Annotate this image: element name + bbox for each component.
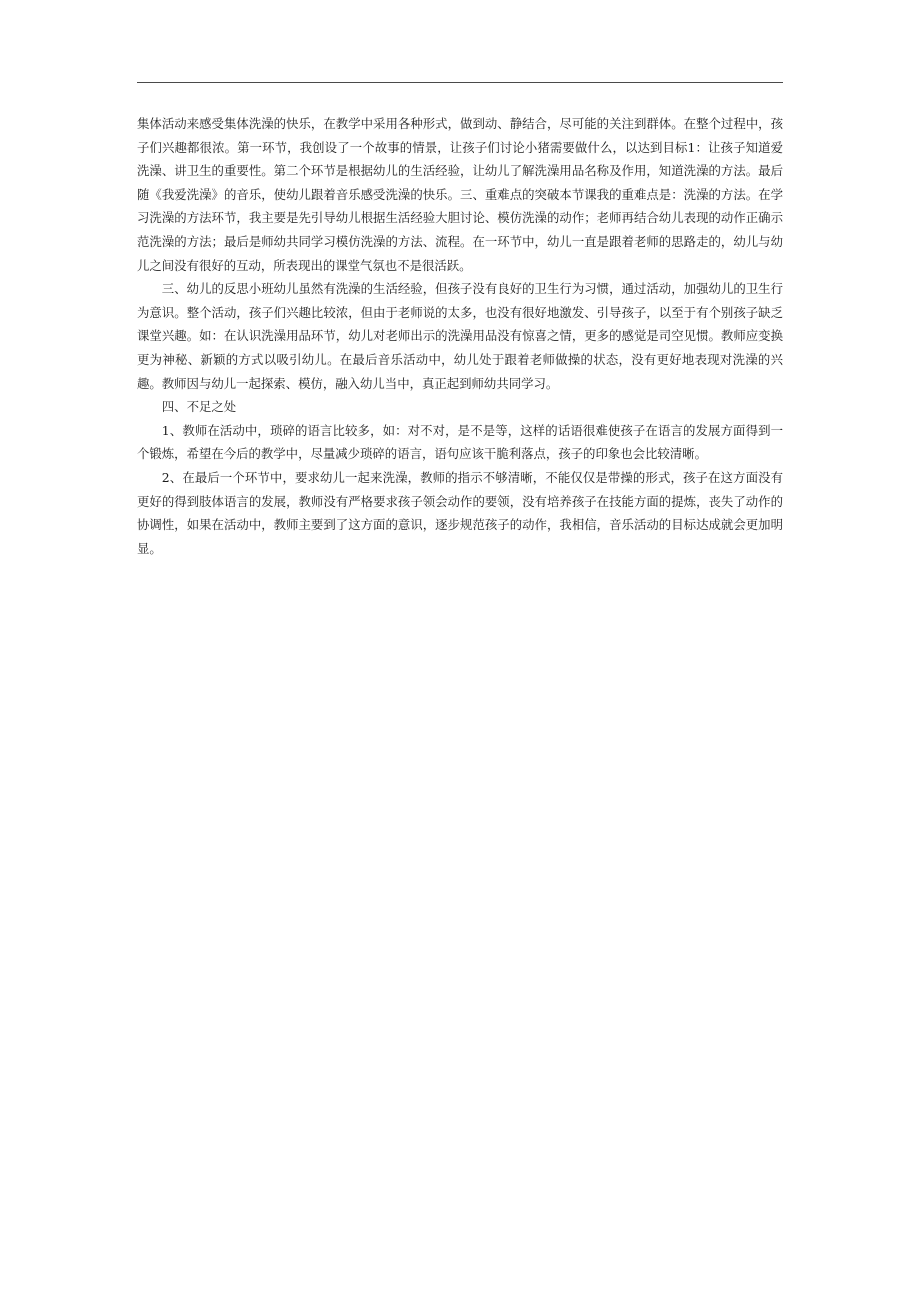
paragraph-shortcoming-1: 1、教师在活动中，琐碎的语言比较多，如：对不对，是不是等，这样的话语很难使孩子在语言的发展方面得到一个锻炼，希望在今后的教学中，尽量减少琐碎的语言，语句应该干脆利落点，孩子的印象也会比较清晰。 xyxy=(137,422,783,462)
paragraph-child-reflection: 三、幼儿的反思小班幼儿虽然有洗澡的生活经验，但孩子没有良好的卫生行为习惯，通过活动，加强幼儿的卫生行为意识。整个活动，孩子们兴趣比较浓，但由于老师说的太多，也没有很好地激发、引导孩子，以至于有个别孩子缺乏课堂兴趣。如：在认识洗澡用品环节，幼儿对老师出示的洗澡用品没有惊喜之情，更多的感觉是司空见惯。教师应变换更为神秘、新颖的方式以吸引幼儿。在最后音乐活动中，幼儿处于跟着老师做操的状态，没有更好地表现对洗澡的兴趣。教师因与幼儿一起探索、模仿，融入幼儿当中，真正起到师幼共同学习。 xyxy=(137,281,783,391)
document-body xyxy=(137,112,783,560)
section-heading-shortcomings: 四、不足之处 xyxy=(161,399,237,415)
paragraph-continuation: 集体活动来感受集体洗澡的快乐，在教学中采用各种形式，做到动、静结合，尽可能的关注到群体。在整个过程中，孩子们兴趣都很浓。第一环节，我创设了一个故事的情景，让孩子们讨论小猪需要做什么，以达到目标1：让孩子知道爱洗澡、讲卫生的重要性。第二个环节是根据幼儿的生活经验，让幼儿了解洗澡用品名称及作用，知道洗澡的方法。最后随《我爱洗澡》的音乐，使幼儿跟着音乐感受洗澡的快乐。三、重难点的突破本节课我的重难点是：洗澡的方法。在学习洗澡的方法环节，我主要是先引导幼儿根据生活经验大胆讨论、模仿洗澡的动作；老师再结合幼儿表现的动作正确示范洗澡的方法；最后是师幼共同学习模仿洗澡的方法、流程。在一环节中，幼儿一直是跟着老师的思路走的，幼儿与幼儿之间没有很好的互动，所表现出的课堂气氛也不是很活跃。 xyxy=(137,116,783,273)
paragraph-shortcoming-2: 2、在最后一个环节中，要求幼儿一起来洗澡，教师的指示不够清晰，不能仅仅是带操的形式，孩子在这方面没有更好的得到肢体语言的发展，教师没有严格要求孩子领会动作的要领，没有培养孩子在技能方面的提炼，丧失了动作的协调性，如果在活动中，教师主要到了这方面的意识，逐步规范孩子的动作，我相信，音乐活动的目标达成就会更加明显。 xyxy=(137,469,783,556)
header-rule xyxy=(137,82,783,83)
